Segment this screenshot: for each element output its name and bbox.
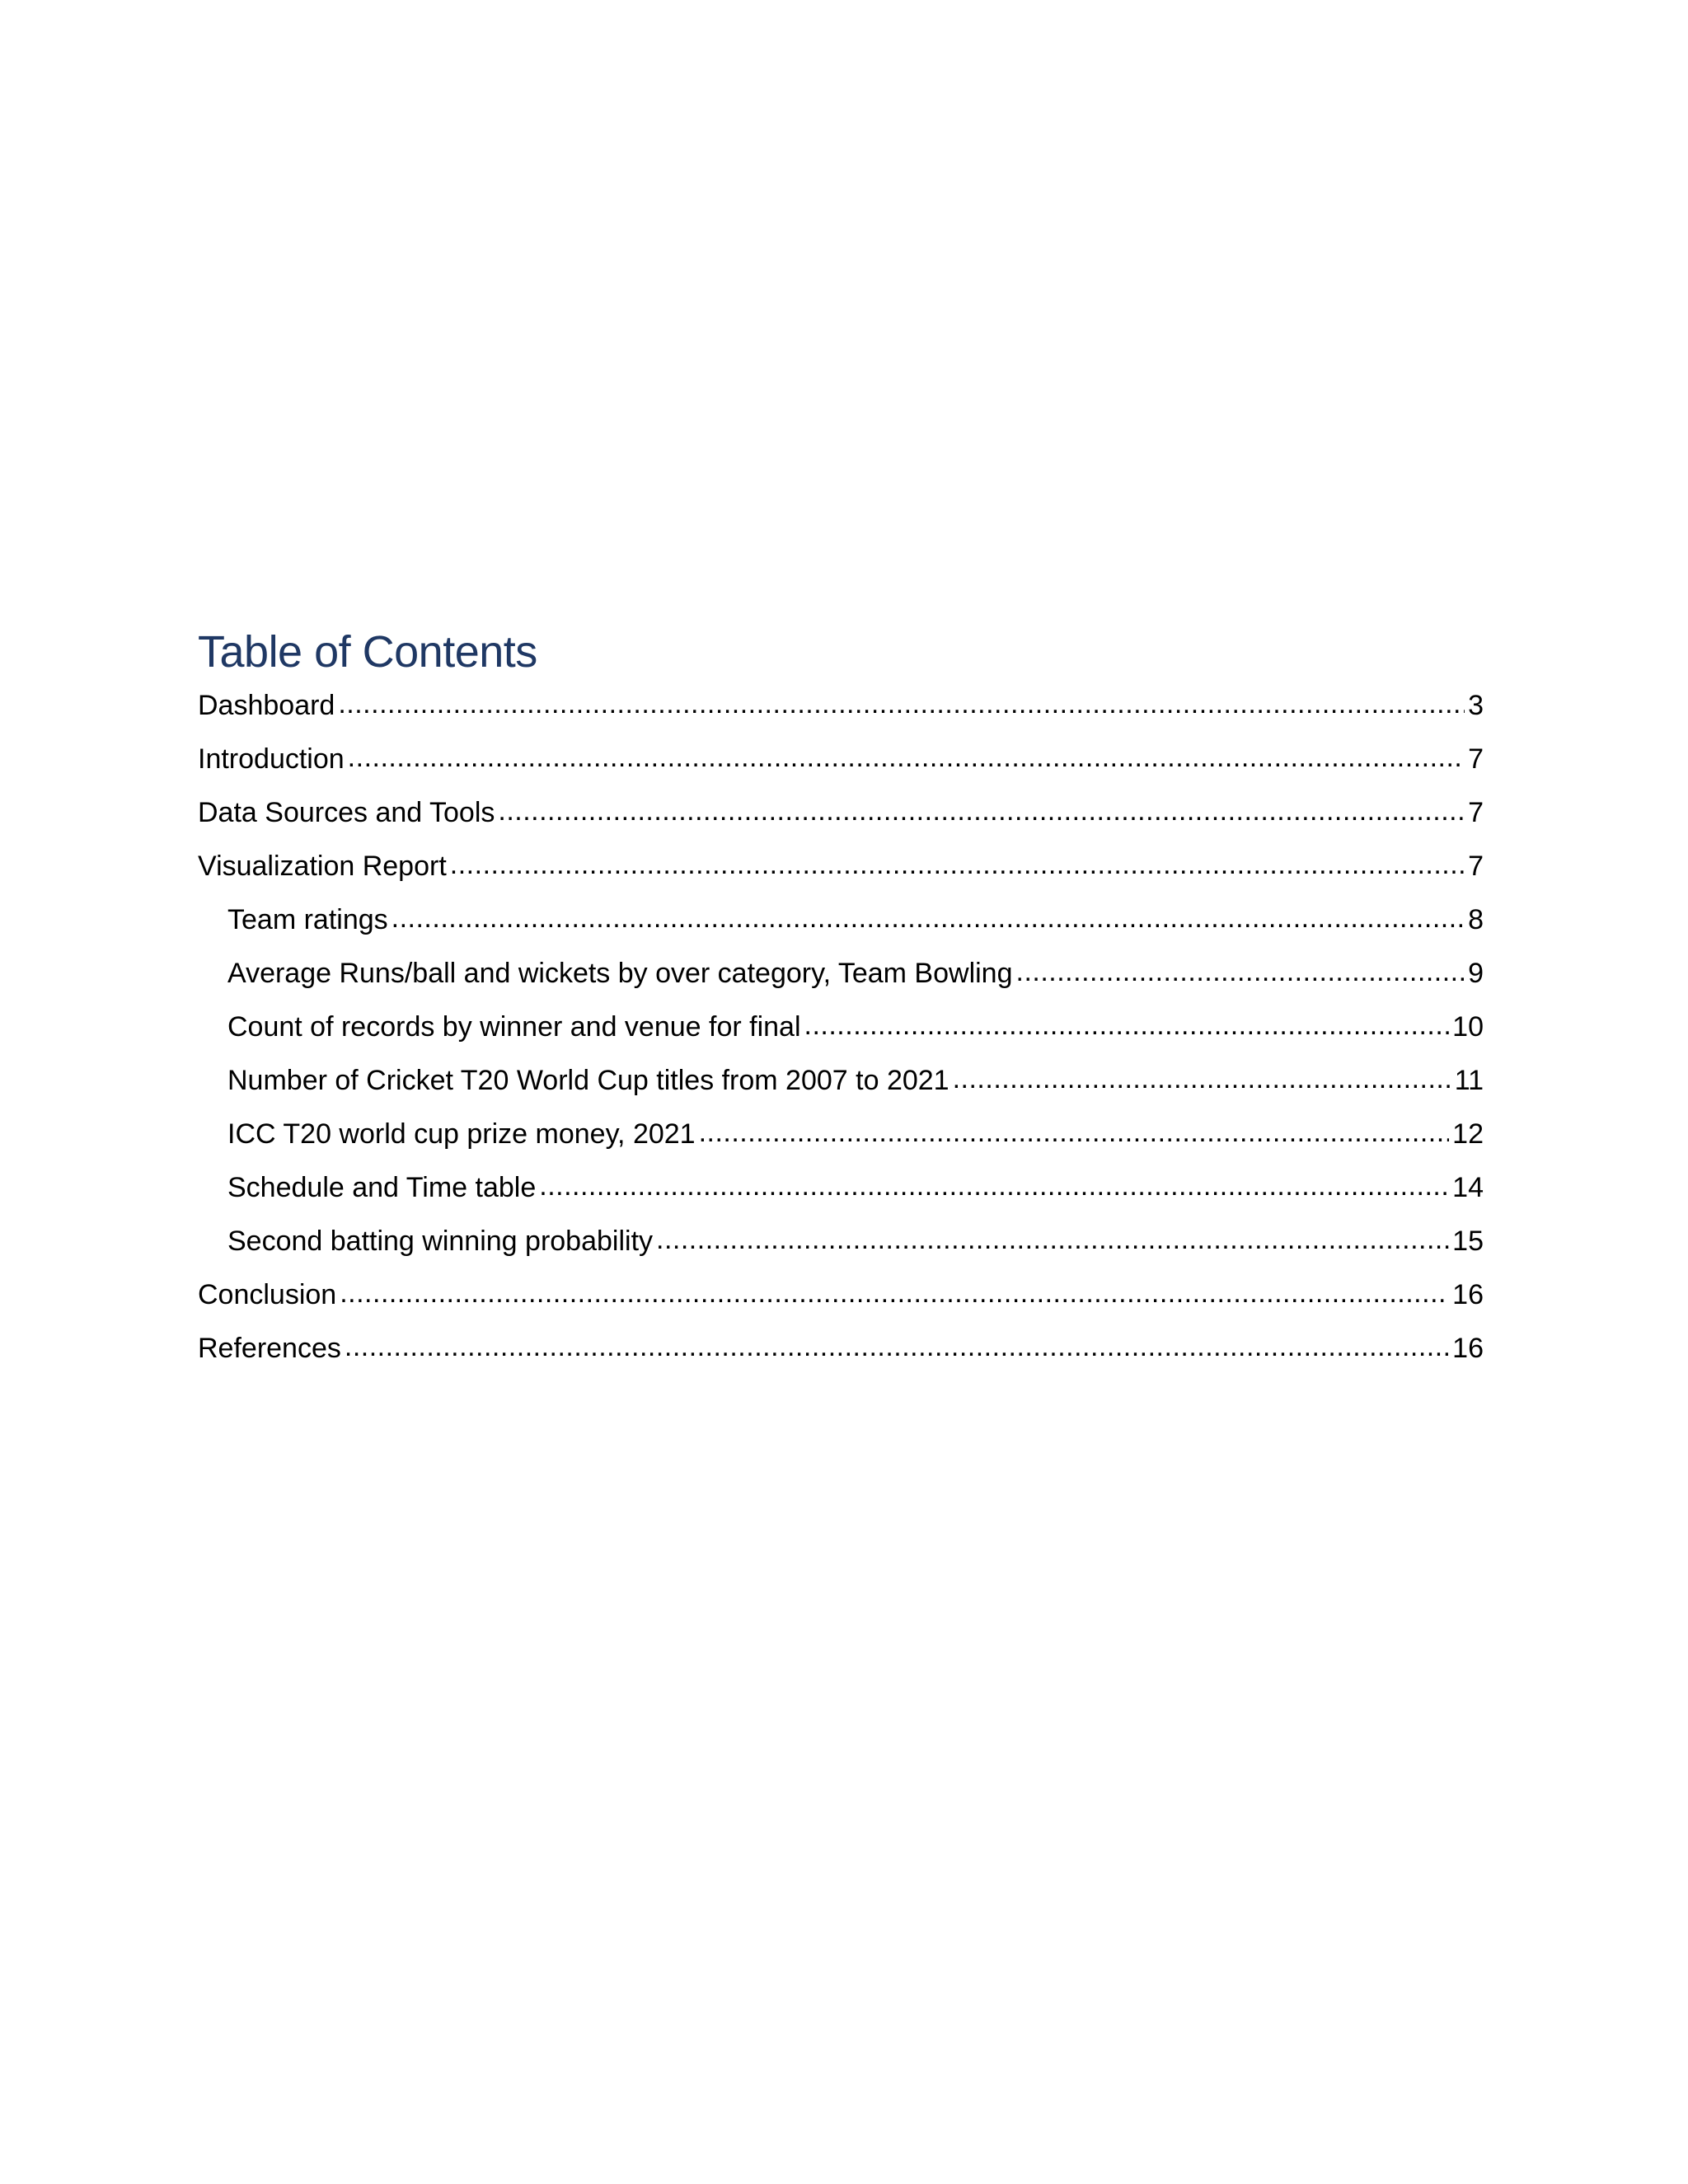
toc-entry-schedule[interactable] <box>198 1171 1484 1225</box>
toc-page-number: 16 <box>1452 1279 1484 1310</box>
toc-entry-average-runs-ball[interactable] <box>198 957 1484 1010</box>
toc-dot-leader <box>953 1064 1451 1095</box>
toc-entry-team-ratings[interactable] <box>198 903 1484 957</box>
toc-dot-leader <box>340 1278 1449 1310</box>
toc-page-number: 9 <box>1468 958 1484 989</box>
toc-entry-label: Visualization Report <box>198 851 447 882</box>
toc-dot-leader <box>539 1171 1449 1202</box>
toc-entry-second-batting[interactable] <box>198 1225 1484 1278</box>
toc-dot-leader <box>804 1010 1450 1042</box>
toc-dot-leader <box>656 1225 1449 1256</box>
toc-page-number: 10 <box>1452 1011 1484 1043</box>
toc-heading: Table of Contents <box>198 627 537 677</box>
toc-entry-label: Second batting winning probability <box>227 1226 654 1257</box>
toc-entry-label: Conclusion <box>198 1279 337 1310</box>
toc-dot-leader <box>345 1332 1449 1363</box>
toc-page-number: 3 <box>1468 690 1484 721</box>
toc-dot-leader <box>348 743 1465 774</box>
toc-entry-conclusion[interactable] <box>198 1278 1484 1332</box>
toc-dot-leader <box>1016 957 1465 988</box>
toc-entry-label: Average Runs/ball and wickets by over category, Team Bowling <box>227 958 1013 989</box>
toc-entry-references[interactable] <box>198 1332 1484 1385</box>
toc-dot-leader <box>392 903 1465 935</box>
toc-entry-label: Introduction <box>198 743 345 775</box>
toc-dot-leader <box>699 1118 1450 1149</box>
toc-page-number: 7 <box>1468 797 1484 828</box>
toc-entry-label: Count of records by winner and venue for final <box>227 1011 801 1043</box>
toc-entry-label: Number of Cricket T20 World Cup titles from 2007 to 2021 <box>227 1065 950 1096</box>
toc-entry-label: ICC T20 world cup prize money, 2021 <box>227 1118 696 1150</box>
toc-entry-dashboard[interactable] <box>198 689 1484 743</box>
toc-entry-number-of-titles[interactable] <box>198 1064 1484 1118</box>
toc-list <box>198 689 1484 1385</box>
toc-entry-label: Schedule and Time table <box>227 1172 537 1203</box>
toc-entry-label: References <box>198 1333 341 1364</box>
toc-entry-label: Data Sources and Tools <box>198 797 495 828</box>
toc-page-number: 16 <box>1452 1333 1484 1364</box>
toc-page-number: 7 <box>1468 743 1484 775</box>
toc-dot-leader <box>450 850 1465 881</box>
table-of-contents <box>198 620 1484 1385</box>
toc-entry-introduction[interactable] <box>198 743 1484 796</box>
toc-entry-data-sources-and-tools[interactable] <box>198 796 1484 850</box>
toc-dot-leader <box>498 796 1465 827</box>
toc-entry-visualization-report[interactable] <box>198 850 1484 903</box>
toc-page-number: 8 <box>1468 904 1484 935</box>
toc-entry-count-of-records[interactable] <box>198 1010 1484 1064</box>
toc-page-number: 11 <box>1454 1065 1484 1096</box>
toc-entry-prize-money[interactable] <box>198 1118 1484 1171</box>
toc-entry-label: Team ratings <box>227 904 388 935</box>
toc-dot-leader <box>338 689 1465 720</box>
toc-page-number: 7 <box>1468 851 1484 882</box>
toc-page-number: 15 <box>1452 1226 1484 1257</box>
toc-page-number: 12 <box>1452 1118 1484 1150</box>
toc-entry-label: Dashboard <box>198 690 335 721</box>
toc-page-number: 14 <box>1452 1172 1484 1203</box>
